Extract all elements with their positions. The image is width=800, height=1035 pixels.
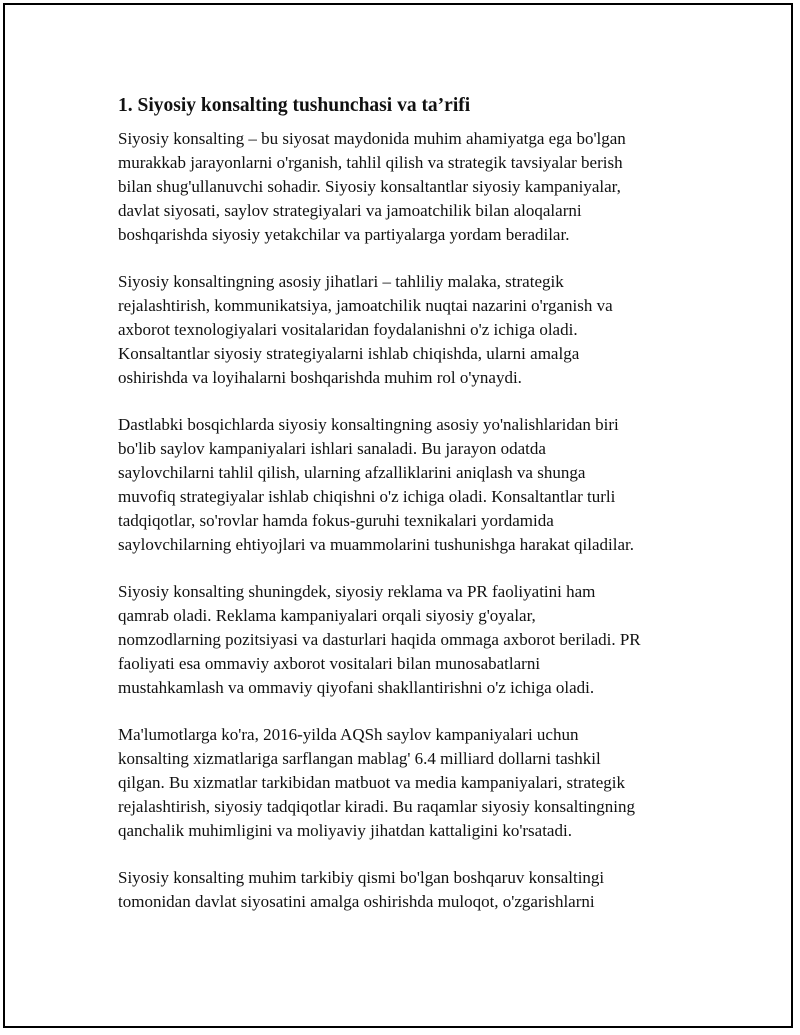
paragraph-line: Ma'lumotlarga ko'ra, 2016-yilda AQSh saylov kampaniyalari uchun [118,725,579,744]
paragraph-line: tadqiqotlar, so'rovlar hamda fokus-guruhi texnikalari yordamida [118,511,554,530]
paragraph-line: Siyosiy konsalting – bu siyosat maydonida muhim ahamiyatga ega bo'lgan [118,129,626,148]
paragraph-line: davlat siyosati, saylov strategiyalari va jamoatchilik bilan aloqalarni [118,201,582,220]
paragraph-line: bilan shug'ullanuvchi sohadir. Siyosiy konsaltantlar siyosiy kampaniyalar, [118,177,621,196]
paragraph-line: tomonidan davlat siyosatini amalga oshirishda muloqot, o'zgarishlarni [118,892,595,911]
paragraph-line: saylovchilarni tahlil qilish, ularning afzalliklarini aniqlash va shunga [118,463,586,482]
paragraph-line: Dastlabki bosqichlarda siyosiy konsaltingning asosiy yo'nalishlaridan biri [118,415,619,434]
paragraph-line: saylovchilarning ehtiyojlari va muammolarini tushunishga harakat qiladilar. [118,535,635,554]
paragraph-line: murakkab jarayonlarni o'rganish, tahlil qilish va strategik tavsiyalar berish [118,153,623,172]
paragraph-line: Siyosiy konsalting muhim tarkibiy qismi bo'lgan boshqaruv konsaltingi [118,868,605,887]
paragraph-1 [118,127,688,247]
paragraph-3 [118,413,688,557]
paragraph-line: faoliyati esa ommaviy axborot vositalari bilan munosabatlarni [118,654,541,673]
paragraph-4 [118,580,688,700]
paragraph-line: Siyosiy konsaltingning asosiy jihatlari – tahliliy malaka, strategik [118,272,564,291]
paragraph-line: muvofiq strategiyalar ishlab chiqishni o'z ichiga oladi. Konsaltantlar turli [118,487,616,506]
paragraph-line: Siyosiy konsalting shuningdek, siyosiy reklama va PR faoliyatini ham [118,582,596,601]
paragraph-2 [118,270,688,390]
paragraph-line: qanchalik muhimligini va moliyaviy jihatdan kattaligini ko'rsatadi. [118,821,572,840]
paragraph-line: mustahkamlash va ommaviy qiyofani shakllantirishni o'z ichiga oladi. [118,678,595,697]
paragraph-5 [118,723,688,843]
document-body [118,93,688,937]
paragraph-line: rejalashtirish, siyosiy tadqiqotlar kiradi. Bu raqamlar siyosiy konsaltingning [118,797,636,816]
paragraph-line: boshqarishda siyosiy yetakchilar va partiyalarga yordam beradilar. [118,225,570,244]
paragraph-line: axborot texnologiyalari vositalaridan foydalanishni o'z ichiga oladi. [118,320,578,339]
paragraph-line: Konsaltantlar siyosiy strategiyalarni ishlab chiqishda, ularni amalga [118,344,580,363]
paragraph-line: konsalting xizmatlariga sarflangan mablag' 6.4 milliard dollarni tashkil [118,749,601,768]
paragraph-line: oshirishda va loyihalarni boshqarishda muhim rol o'ynaydi. [118,368,522,387]
paragraph-line: qamrab oladi. Reklama kampaniyalari orqali siyosiy g'oyalar, [118,606,536,625]
paragraph-line: qilgan. Bu xizmatlar tarkibidan matbuot va media kampaniyalari, strategik [118,773,626,792]
paragraph-6 [118,866,688,914]
paragraph-line: bo'lib saylov kampaniyalari ishlari sanaladi. Bu jarayon odatda [118,439,546,458]
paragraph-line: rejalashtirish, kommunikatsiya, jamoatchilik nuqtai nazarini o'rganish va [118,296,613,315]
section-heading: 1. Siyosiy konsalting tushunchasi va ta’rifi [118,95,471,116]
paragraph-line: nomzodlarning pozitsiyasi va dasturlari haqida ommaga axborot beriladi. PR [118,630,641,649]
